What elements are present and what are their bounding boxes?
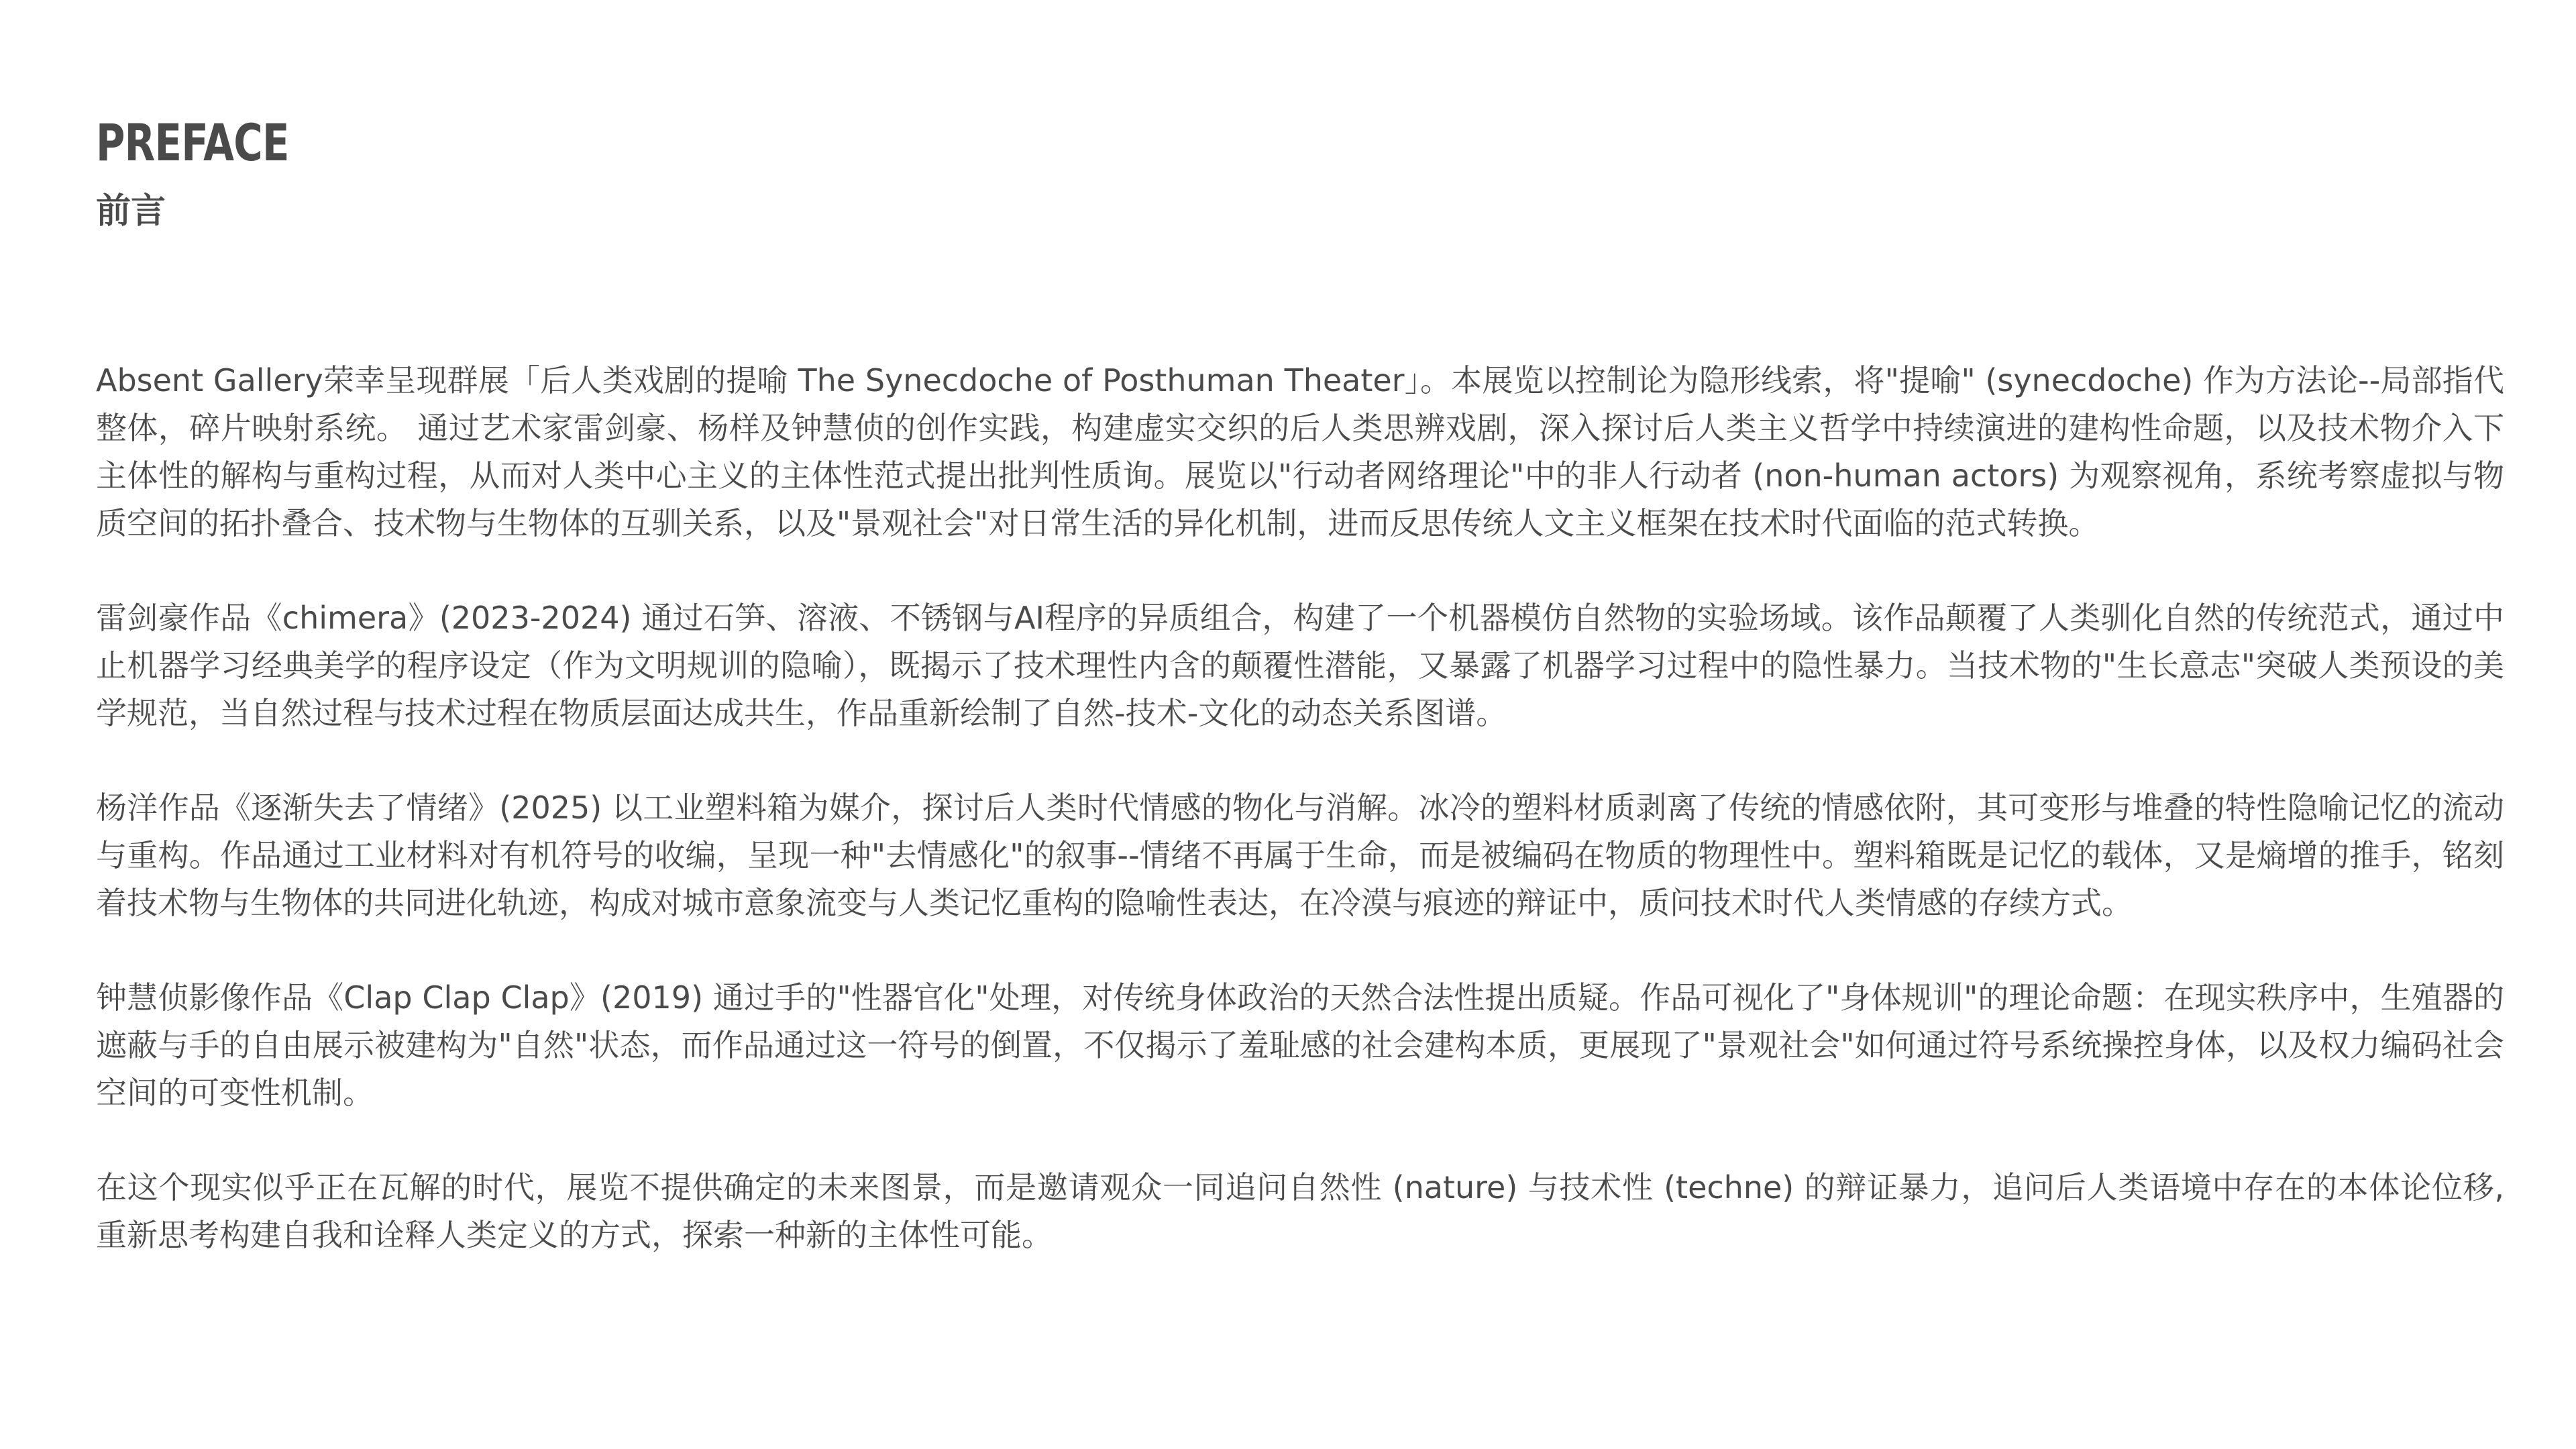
preface-page [96,0,2504,1449]
paragraph-conclusion: 在这个现实似乎正在瓦解的时代，展览不提供确定的未来图景，而是邀请观众一同追问自然性 (nature) 与技术性 (techne) 的辩证暴力，追问后人类语境中存在的本体论位移, 重新思考构建自我和诠释人类定义的方式，探索一种新的主体性可能。 [96,1169,2504,1253]
paragraph-zhong-huizhen: 钟慧侦影像作品《Clap Clap Clap》(2019) 通过手的"性器官化"处理，对传统身体政治的天然合法性提出质疑。作品可视化了"身体规训"的理论命题：在现实秩序中，生殖器的遮蔽与手的自由展示被建构为"自然"状态，而作品通过这一符号的倒置，不仅揭示了羞耻感的社会建构本质，更展现了"景观社会"如何通过符号系统操控身体，以及权力编码社会空间的可变性机制。 [96,979,2504,1111]
preface-body [96,357,2504,1306]
paragraph-yang-yang: 杨洋作品《逐渐失去了情绪》(2025) 以工业塑料箱为媒介，探讨后人类时代情感的物化与消解。冰冷的塑料材质剥离了传统的情感依附，其可变形与堆叠的特性隐喻记忆的流动与重构。作品通过工业材料对有机符号的收编，呈现一种"去情感化"的叙事--情绪不再属于生命，而是被编码在物质的物理性中。塑料箱既是记忆的载体，又是熵增的推手，铭刻着技术物与生物体的共同进化轨迹，构成对城市意象流变与人类记忆重构的隐喻性表达，在冷漠与痕迹的辩证中，质问技术时代人类情感的存续方式。 [96,790,2504,921]
page-subtitle: 前言 [96,191,166,231]
paragraph-intro: Absent Gallery荣幸呈现群展「后人类戏剧的提喻 The Synecdoche of Posthuman Theater」。本展览以控制论为隐形线索，将"提喻" (synecdoche) 作为方法论--局部指代整体，碎片映射系统。 通过艺术家雷剑豪、杨样及钟慧侦的创作实践，构建虚实交织的后人类思辨戏剧，深入探讨后人类主义哲学中持续演进的建构性命题，以及技术物介入下主体性的解构与重构过程，从而对人类中心主义的主体性范式提出批判性质询。展览以"行动者网络理论"中的非人行动者 (non-human actors) 为观察视角，系统考察虚拟与物质空间的拓扑叠合、技术物与生物体的互驯关系，以及"景观社会"对日常生活的异化机制，进而反思传统人文主义框架在技术时代面临的范式转换。 [96,362,2504,541]
paragraph-lei-jianhao: 雷剑豪作品《chimera》(2023-2024) 通过石笋、溶液、不锈钢与AI程序的异质组合，构建了一个机器模仿自然物的实验场域。该作品颠覆了人类驯化自然的传统范式，通过中止机器学习经典美学的程序设定（作为文明规训的隐喻），既揭示了技术理性内含的颠覆性潜能，又暴露了机器学习过程中的隐性暴力。当技术物的"生长意志"突破人类预设的美学规范，当自然过程与技术过程在物质层面达成共生，作品重新绘制了自然-技术-文化的动态关系图谱。 [96,600,2504,731]
page-title: PREFACE [96,113,289,172]
